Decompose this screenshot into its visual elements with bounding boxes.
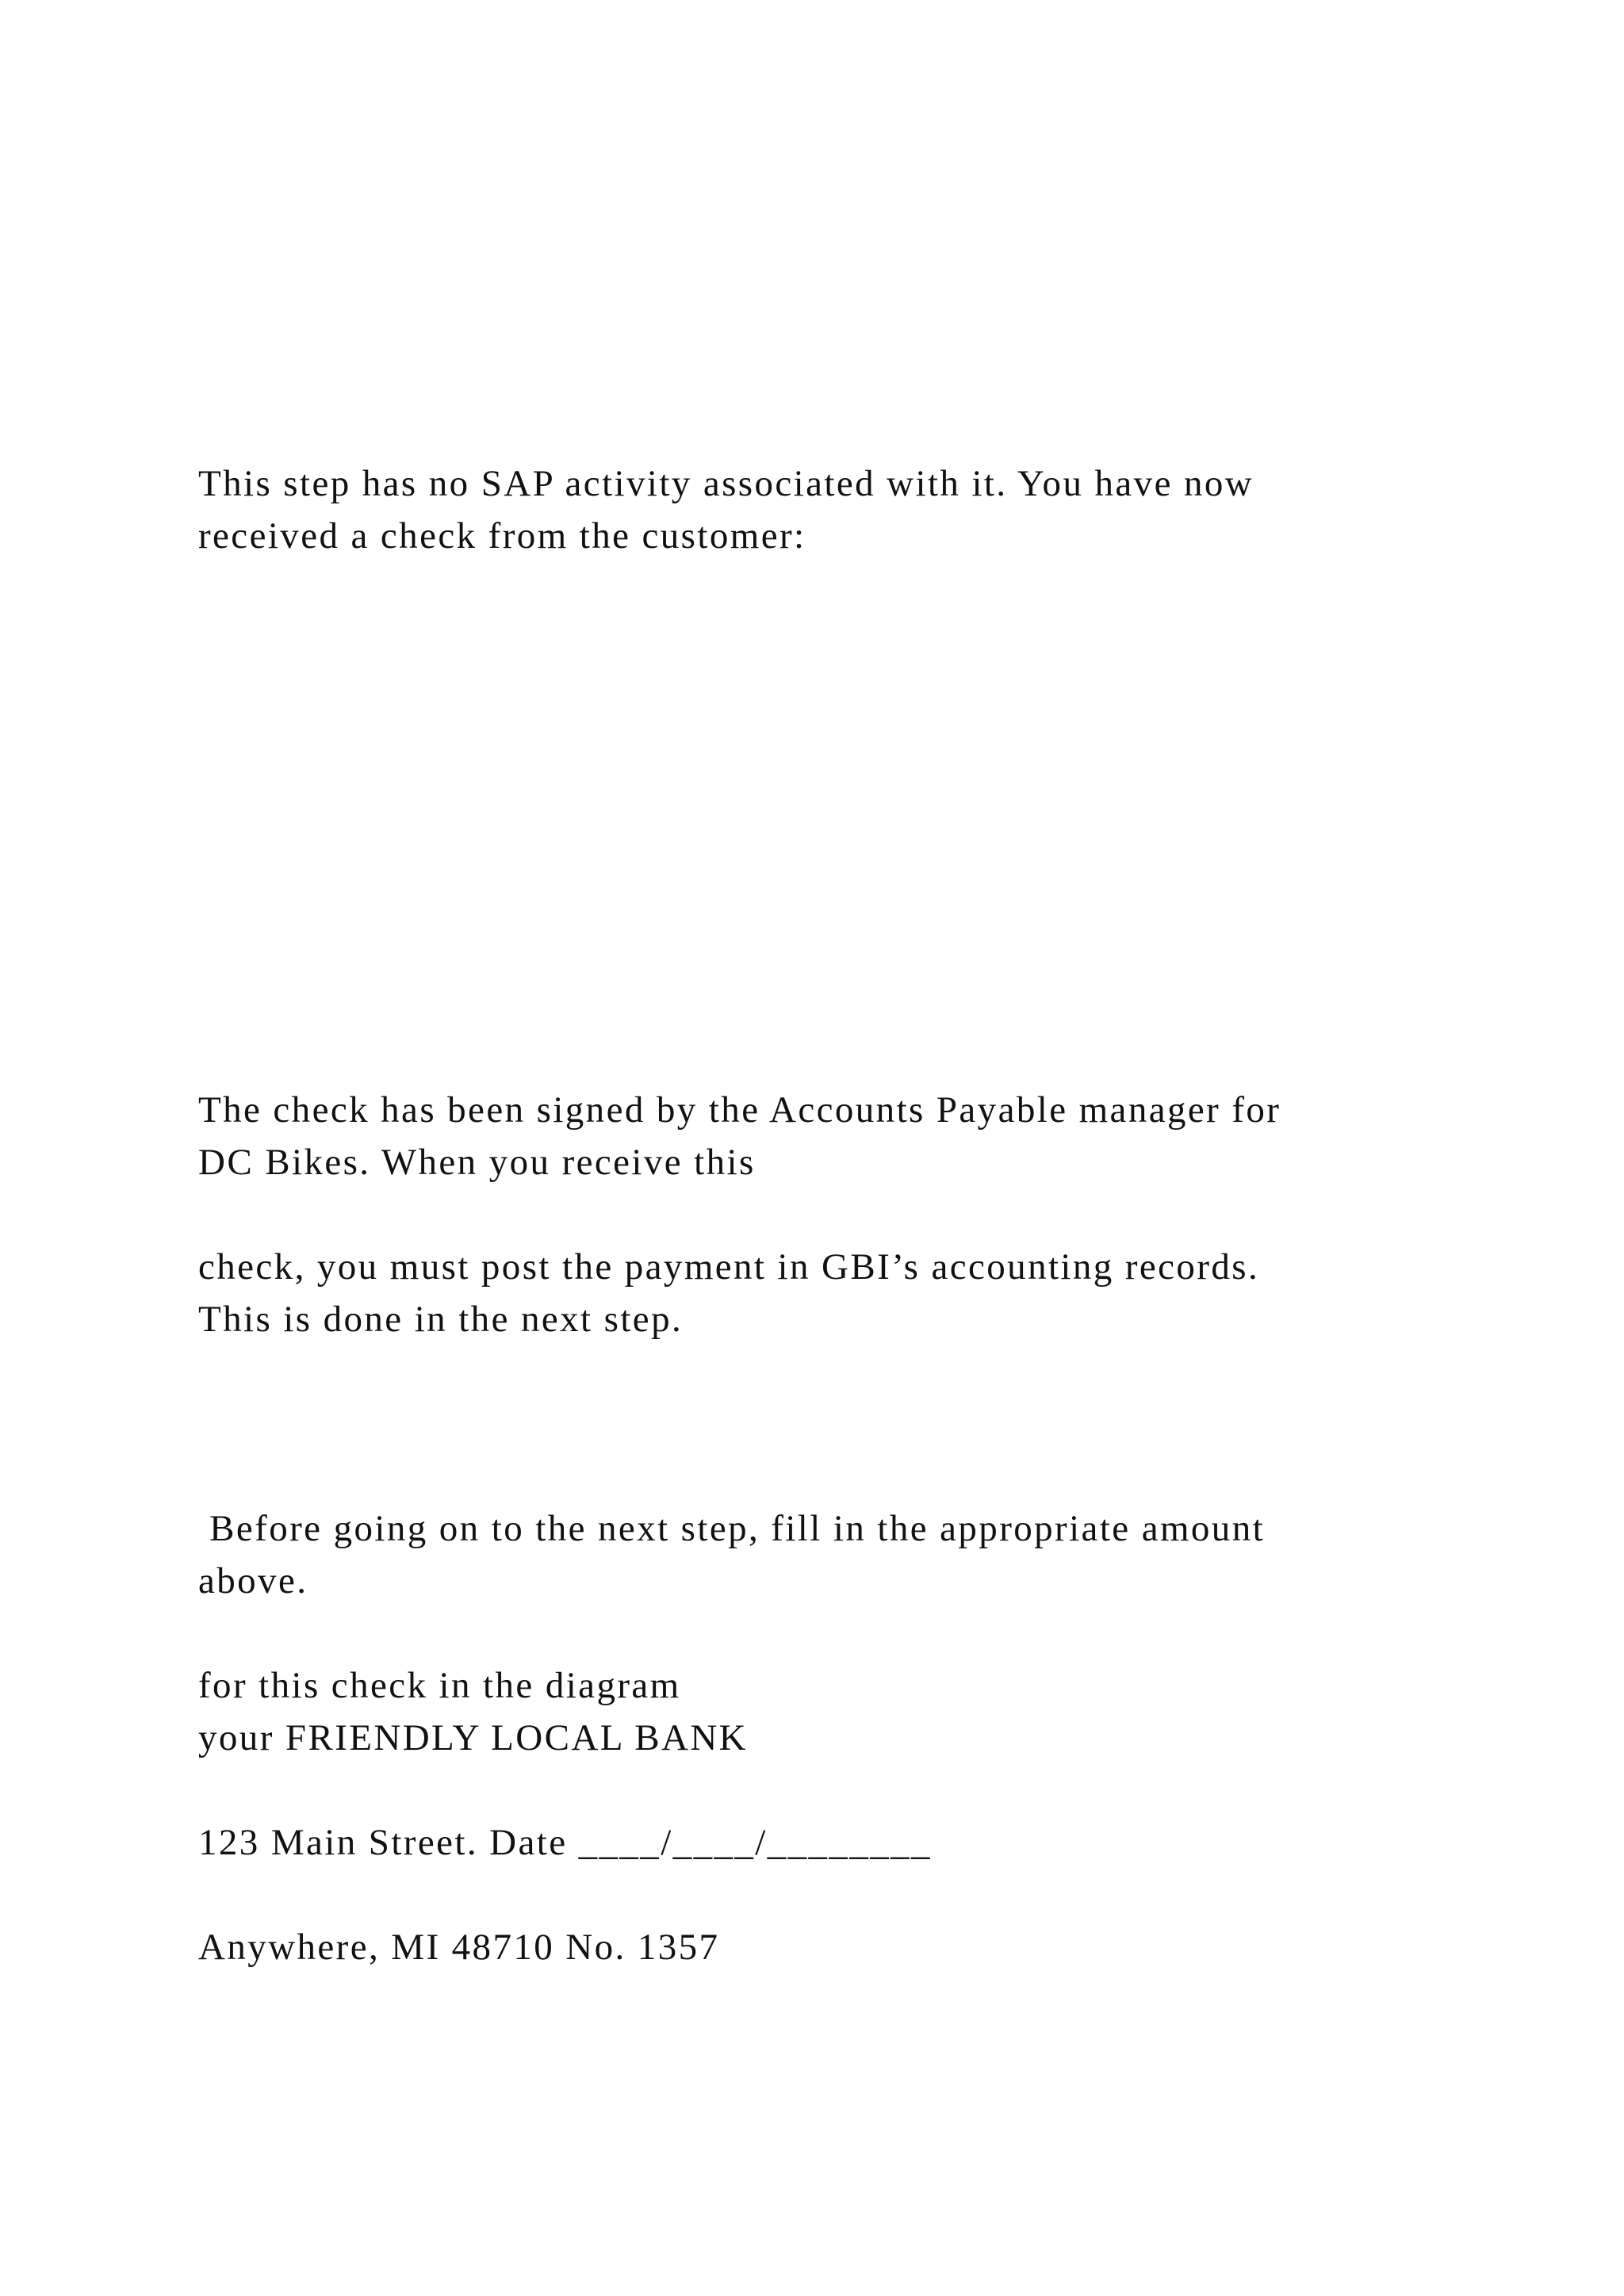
bank-name-text: your FRIENDLY LOCAL BANK (198, 1717, 749, 1758)
before-line-1: Before going on to the next step, fill in the appropriate amount (198, 1508, 1266, 1549)
above-line: above. (198, 1560, 308, 1601)
signed-line-2: DC Bikes. When you receive this (198, 1142, 756, 1183)
post-paragraph (198, 1241, 1530, 1345)
intro-line-2: received a check from the customer: (198, 515, 806, 557)
intro-line-1: This step has no SAP activity associated with it. You have now (198, 463, 1254, 504)
bank-name (198, 1712, 1530, 1764)
before-line-2: for this check in the diagram (198, 1665, 681, 1706)
post-line-1: check, you must post the payment in GBI’s accounting records. (198, 1246, 1260, 1288)
post-line-2: This is done in the next step. (198, 1299, 684, 1340)
signed-line-1: The check has been signed by the Accounts Payable manager for (198, 1089, 1281, 1131)
bank-address-date (198, 1816, 1530, 1869)
bank-city-number (198, 1921, 1530, 1973)
bank-city-number-text: Anywhere, MI 48710 No. 1357 (198, 1927, 720, 1968)
above-paragraph (198, 1555, 1530, 1607)
bank-address-date-text: 123 Main Street. Date ____/____/________ (198, 1822, 932, 1863)
intro-paragraph (198, 457, 1530, 562)
signed-paragraph (198, 1084, 1530, 1188)
